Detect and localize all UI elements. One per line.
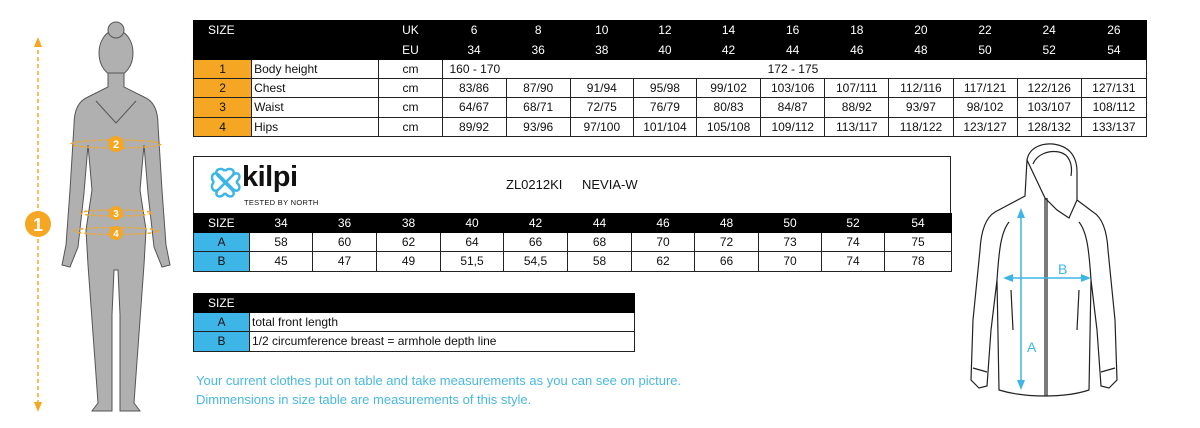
garment-row-a (194, 233, 952, 252)
garment-size: 54 (885, 214, 952, 233)
row-unit: cm (379, 60, 442, 79)
cell-value: 98/102 (953, 98, 1017, 117)
jacket-label-b: B (1058, 261, 1068, 277)
cell-value: 109/112 (761, 117, 825, 136)
cell-value: 101/104 (633, 117, 696, 136)
cell-value: 75 (885, 233, 952, 252)
cell-value: 76/79 (633, 98, 696, 117)
size-header-uk (194, 21, 1147, 41)
cell-value: 68 (568, 233, 632, 252)
uk-size: 10 (570, 21, 633, 41)
cell-value: 107/111 (825, 79, 889, 98)
dimension-note: Dimmensions in size table are measurements of this style. (196, 392, 532, 407)
cell-value: 66 (695, 252, 759, 271)
uk-size: 8 (506, 21, 570, 41)
row-chest (194, 79, 1147, 98)
cell-value: 66 (504, 233, 568, 252)
svg-text:1: 1 (32, 215, 44, 235)
cell-value: 117/121 (953, 79, 1017, 98)
garment-size: 36 (313, 214, 377, 233)
garment-header (194, 214, 952, 233)
cell-value: 113/117 (825, 117, 889, 136)
legend-row-b (194, 332, 635, 351)
cell-value: 51,5 (441, 252, 504, 271)
uk-label: UK (379, 21, 442, 41)
cell-value: 99/102 (697, 79, 761, 98)
garment-size: 48 (695, 214, 759, 233)
row-unit: cm (379, 98, 442, 117)
jacket-measurement-figure (965, 140, 1135, 408)
cell-value: 95/98 (633, 79, 696, 98)
svg-text:2: 2 (112, 139, 120, 151)
cell-value: 74 (822, 252, 885, 271)
eu-size: 36 (506, 40, 570, 60)
cell-value: 108/112 (1081, 98, 1146, 117)
garment-size: 44 (568, 214, 632, 233)
svg-text:3: 3 (113, 209, 119, 220)
size-header-eu (194, 40, 1147, 60)
garment-size: 34 (250, 214, 313, 233)
size-label: SIZE (194, 294, 250, 313)
eu-size: 42 (697, 40, 761, 60)
cell-value: 93/97 (889, 98, 953, 117)
uk-size: 12 (633, 21, 696, 41)
row-waist (194, 98, 1147, 117)
body-measurement-figure (0, 15, 185, 420)
size-label: SIZE (194, 21, 252, 41)
cell-value: 47 (313, 252, 377, 271)
marker-height (25, 211, 51, 237)
measurement-legend (193, 293, 635, 352)
cell-value: 128/132 (1017, 117, 1081, 136)
garment-size: 38 (377, 214, 441, 233)
size-table (193, 20, 1147, 137)
cell-value: 103/107 (1017, 98, 1081, 117)
cell-value: 62 (377, 233, 441, 252)
cell-value: 60 (313, 233, 377, 252)
cell-value: 70 (759, 252, 822, 271)
cell-value: 54,5 (504, 252, 568, 271)
uk-size: 22 (953, 21, 1017, 41)
eu-size: 54 (1081, 40, 1146, 60)
cell-value: 103/106 (761, 79, 825, 98)
legend-text: total front length (250, 313, 635, 332)
garment-size-table (193, 213, 952, 272)
row-unit: cm (379, 117, 442, 136)
brand-tagline: TESTED BY NORTH (244, 198, 319, 207)
cell-value: 72 (695, 233, 759, 252)
height-range: 160 - 170 (442, 60, 570, 79)
cell-value: 68/71 (506, 98, 570, 117)
cell-value: 89/92 (442, 117, 506, 136)
row-name: Body height (252, 60, 379, 79)
uk-size: 20 (889, 21, 953, 41)
eu-size: 44 (761, 40, 825, 60)
cell-value: 87/90 (506, 79, 570, 98)
cell-value: 122/126 (1017, 79, 1081, 98)
uk-size: 6 (442, 21, 506, 41)
garment-row-b (194, 252, 952, 271)
cell-value: 84/87 (761, 98, 825, 117)
jacket-label-a: A (1027, 339, 1037, 355)
marker-hips (109, 226, 123, 240)
garment-size: 46 (632, 214, 695, 233)
eu-size: 50 (953, 40, 1017, 60)
row-number: 3 (194, 98, 252, 117)
svg-text:4: 4 (113, 229, 119, 240)
style-code: ZL0212KI (506, 177, 563, 192)
cell-value: 70 (632, 233, 695, 252)
cell-value: 133/137 (1081, 117, 1146, 136)
cell-value: 45 (250, 252, 313, 271)
height-range: 172 - 175 (761, 60, 889, 79)
marker-chest (108, 136, 124, 152)
row-label: B (194, 252, 250, 271)
cell-value: 62 (632, 252, 695, 271)
row-number: 1 (194, 60, 252, 79)
row-number: 4 (194, 117, 252, 136)
garment-size: 40 (441, 214, 504, 233)
row-number: 2 (194, 79, 252, 98)
legend-text: 1/2 circumference breast = armhole depth line (250, 332, 635, 351)
eu-size: 46 (825, 40, 889, 60)
cell-value: 72/75 (570, 98, 633, 117)
kilpi-knot-icon (208, 165, 242, 199)
cell-value: 93/96 (506, 117, 570, 136)
cell-value: 105/108 (697, 117, 761, 136)
row-hips (194, 117, 1147, 136)
eu-size: 48 (889, 40, 953, 60)
size-label: SIZE (194, 214, 250, 233)
garment-size: 50 (759, 214, 822, 233)
uk-size: 24 (1017, 21, 1081, 41)
eu-size: 38 (570, 40, 633, 60)
uk-size: 18 (825, 21, 889, 41)
cell-value: 91/94 (570, 79, 633, 98)
legend-label: B (194, 332, 250, 351)
eu-label: EU (379, 40, 442, 60)
row-name: Hips (252, 117, 379, 136)
cell-value: 118/122 (889, 117, 953, 136)
row-name: Chest (252, 79, 379, 98)
garment-size: 52 (822, 214, 885, 233)
cell-value: 58 (250, 233, 313, 252)
brand-header (193, 156, 951, 213)
cell-value: 49 (377, 252, 441, 271)
style-name: NEVIA-W (582, 177, 638, 192)
instruction-note: Your current clothes put on table and take measurements as you can see on picture. (196, 373, 682, 388)
cell-value: 97/100 (570, 117, 633, 136)
eu-size: 40 (633, 40, 696, 60)
cell-value: 127/131 (1081, 79, 1146, 98)
cell-value: 64 (441, 233, 504, 252)
cell-value: 73 (759, 233, 822, 252)
cell-value: 78 (885, 252, 952, 271)
row-name: Waist (252, 98, 379, 117)
brand-logo-word: kilpi (242, 161, 298, 193)
row-body-height (194, 60, 1147, 79)
uk-size: 16 (761, 21, 825, 41)
cell-value: 83/86 (442, 79, 506, 98)
marker-waist (109, 206, 123, 220)
row-label: A (194, 233, 250, 252)
cell-value: 88/92 (825, 98, 889, 117)
garment-size: 42 (504, 214, 568, 233)
cell-value: 74 (822, 233, 885, 252)
cell-value: 80/83 (697, 98, 761, 117)
legend-header (194, 294, 635, 313)
cell-value: 123/127 (953, 117, 1017, 136)
legend-label: A (194, 313, 250, 332)
eu-size: 34 (442, 40, 506, 60)
cell-value: 58 (568, 252, 632, 271)
uk-size: 14 (697, 21, 761, 41)
legend-row-a (194, 313, 635, 332)
row-unit: cm (379, 79, 442, 98)
cell-value: 64/67 (442, 98, 506, 117)
uk-size: 26 (1081, 21, 1146, 41)
cell-value: 112/116 (889, 79, 953, 98)
eu-size: 52 (1017, 40, 1081, 60)
